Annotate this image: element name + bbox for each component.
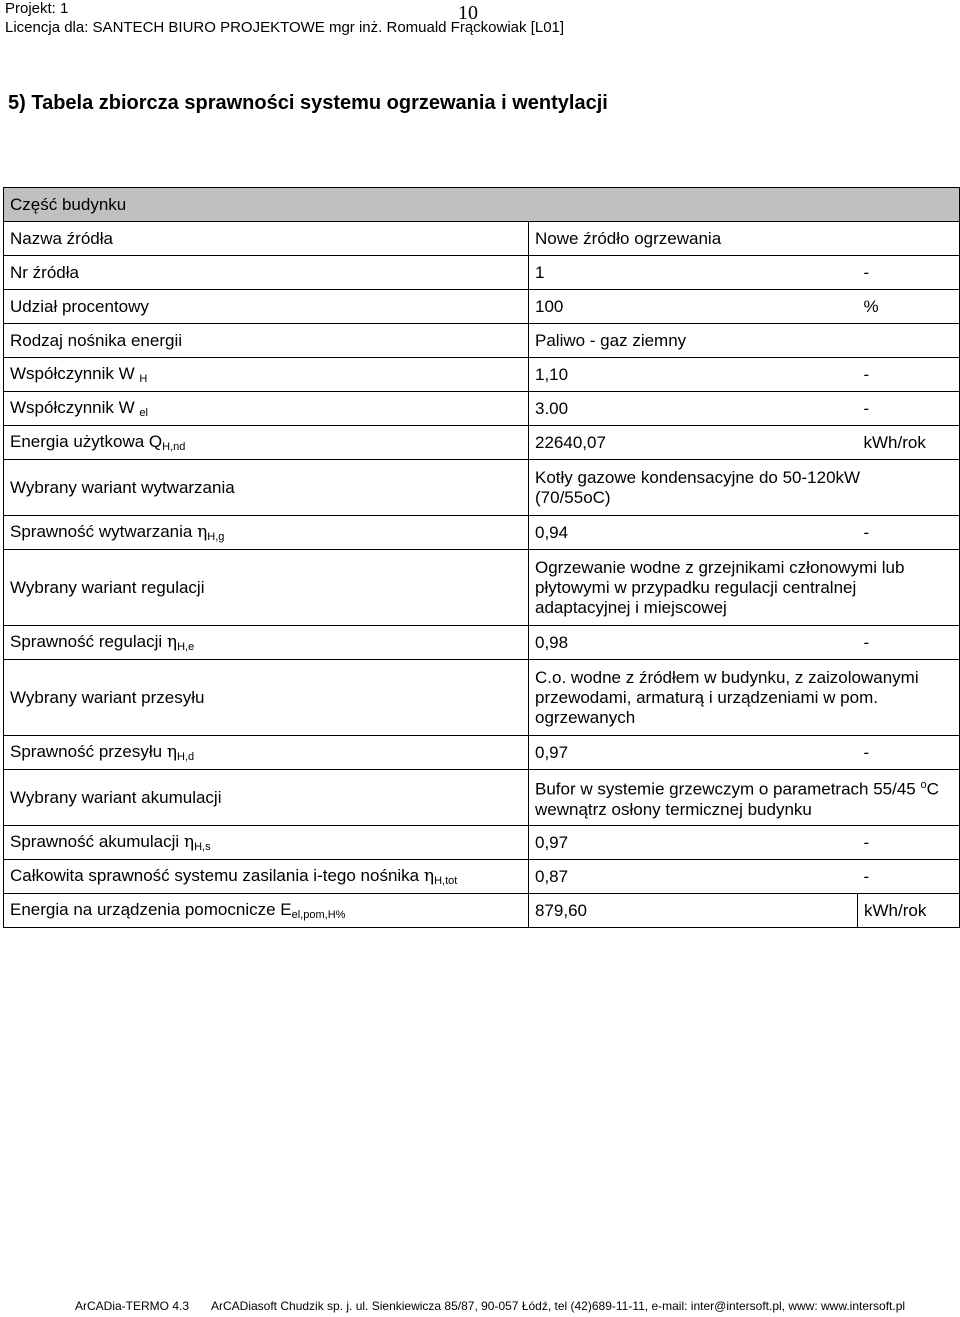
table-row — [4, 826, 960, 860]
row-unit: - — [858, 256, 960, 290]
subscript: H,g — [207, 531, 225, 543]
table-row — [4, 860, 960, 894]
row-label: Wybrany wariant przesyłu — [4, 660, 529, 736]
row-unit: kWh/rok — [858, 894, 960, 928]
section-header: Część budynku — [4, 188, 960, 222]
row-value: Nowe źródło ogrzewania — [529, 222, 960, 256]
row-value-continued: C wewnątrz osłony termicznej budynku — [535, 779, 939, 819]
table-row — [4, 358, 960, 392]
row-label: Energia użytkowa Q — [10, 432, 163, 451]
subscript: H,nd — [162, 441, 186, 453]
table-row — [4, 426, 960, 460]
row-value: 1,10 — [529, 358, 858, 392]
row-value: 0,97 — [529, 736, 858, 770]
row-label-cell — [4, 426, 529, 460]
table-row — [4, 660, 960, 736]
row-value: Ogrzewanie wodne z grzejnikami członowymi lub płytowymi w przypadku regulacji centralnej adaptacyjnej i miejscowej — [529, 550, 960, 626]
row-label: Energia na urządzenia pomocnicze E — [10, 900, 292, 919]
row-label-cell — [4, 860, 529, 894]
eta-symbol: η — [166, 742, 178, 762]
row-value-cell — [529, 770, 960, 826]
row-label: Współczynnik W — [10, 364, 135, 383]
section-title: 5) Tabela zbiorcza sprawności systemu ogrzewania i wentylacji — [8, 92, 608, 114]
row-label-cell — [4, 894, 529, 928]
subscript: H,e — [177, 641, 195, 653]
page-number: 10 — [458, 2, 478, 24]
row-unit: - — [858, 358, 960, 392]
table-header-row — [4, 188, 960, 222]
row-value: Paliwo - gaz ziemny — [529, 324, 960, 358]
row-unit: - — [858, 860, 960, 894]
table-row — [4, 770, 960, 826]
row-label: Sprawność wytwarzania — [10, 522, 193, 541]
row-value: 3.00 — [529, 392, 858, 426]
row-label: Rodzaj nośnika energii — [4, 324, 529, 358]
table-row — [4, 626, 960, 660]
row-unit: - — [858, 736, 960, 770]
superscript: o — [920, 779, 927, 792]
table-row — [4, 324, 960, 358]
row-label-cell — [4, 358, 529, 392]
license-text: Licencja dla: SANTECH BIURO PROJEKTOWE mgr inż. Romuald Frąckowiak [L01] — [5, 19, 565, 36]
table-row — [4, 256, 960, 290]
row-label-cell — [4, 392, 529, 426]
eta-symbol: η — [423, 866, 435, 886]
table-row — [4, 550, 960, 626]
row-value: 1 — [529, 256, 858, 290]
row-label-cell — [4, 626, 529, 660]
row-label: Wybrany wariant regulacji — [4, 550, 529, 626]
row-label-cell — [4, 516, 529, 550]
row-label: Całkowita sprawność systemu zasilania i-tego nośnika — [10, 866, 420, 885]
row-unit: - — [858, 826, 960, 860]
row-unit: - — [858, 626, 960, 660]
subscript: el,pom,H% — [291, 909, 346, 921]
row-value: 0,87 — [529, 860, 858, 894]
row-label: Sprawność przesyłu — [10, 742, 163, 761]
eta-symbol: η — [166, 632, 178, 652]
row-value: 100 — [529, 290, 858, 324]
table-row — [4, 516, 960, 550]
row-label: Współczynnik W — [10, 398, 135, 417]
efficiency-summary-table — [3, 187, 960, 928]
row-unit: kWh/rok — [858, 426, 960, 460]
subscript: H,d — [177, 751, 195, 763]
table-row — [4, 736, 960, 770]
row-label-cell — [4, 736, 529, 770]
subscript: H,s — [194, 841, 211, 853]
row-value: Kotły gazowe kondensacyjne do 50-120kW (70/55oC) — [529, 460, 960, 516]
subscript: el — [139, 407, 148, 419]
row-label: Wybrany wariant akumulacji — [4, 770, 529, 826]
row-label: Sprawność regulacji — [10, 632, 163, 651]
row-label: Udział procentowy — [4, 290, 529, 324]
table-row — [4, 222, 960, 256]
project-label: Projekt: 1 — [5, 0, 69, 17]
subscript: H,tot — [434, 875, 458, 887]
eta-symbol: η — [197, 522, 208, 542]
eta-symbol: η — [183, 832, 195, 852]
row-value: C.o. wodne z źródłem w budynku, z zaizolowanymi przewodami, armaturą i urządzeniami w pom. ogrzewanych — [529, 660, 960, 736]
row-label-cell — [4, 826, 529, 860]
footer-company: ArCADiasoft Chudzik sp. j. ul. Sienkiewicza 85/87, 90-057 Łódź, tel (42)689-11-11, e-mail: inter@intersoft.pl, www: www.intersoft.pl — [211, 1299, 906, 1313]
table-row — [4, 894, 960, 928]
row-value: 0,97 — [529, 826, 858, 860]
row-value: 0,98 — [529, 626, 858, 660]
table-row — [4, 392, 960, 426]
row-value: 22640,07 — [529, 426, 858, 460]
row-label: Wybrany wariant wytwarzania — [4, 460, 529, 516]
row-label: Nr źródła — [4, 256, 529, 290]
table-row — [4, 460, 960, 516]
row-unit: - — [858, 516, 960, 550]
row-value: 879,60 — [529, 894, 858, 928]
footer-software: ArCADia-TERMO 4.3 — [75, 1299, 190, 1313]
row-label: Nazwa źródła — [4, 222, 529, 256]
row-unit: % — [858, 290, 960, 324]
row-label: Sprawność akumulacji — [10, 832, 180, 851]
row-value: Bufor w systemie grzewczym o parametrach 55/45 — [535, 779, 921, 799]
row-unit: - — [858, 392, 960, 426]
row-value: 0,94 — [529, 516, 858, 550]
table-row — [4, 290, 960, 324]
subscript: H — [139, 373, 148, 385]
